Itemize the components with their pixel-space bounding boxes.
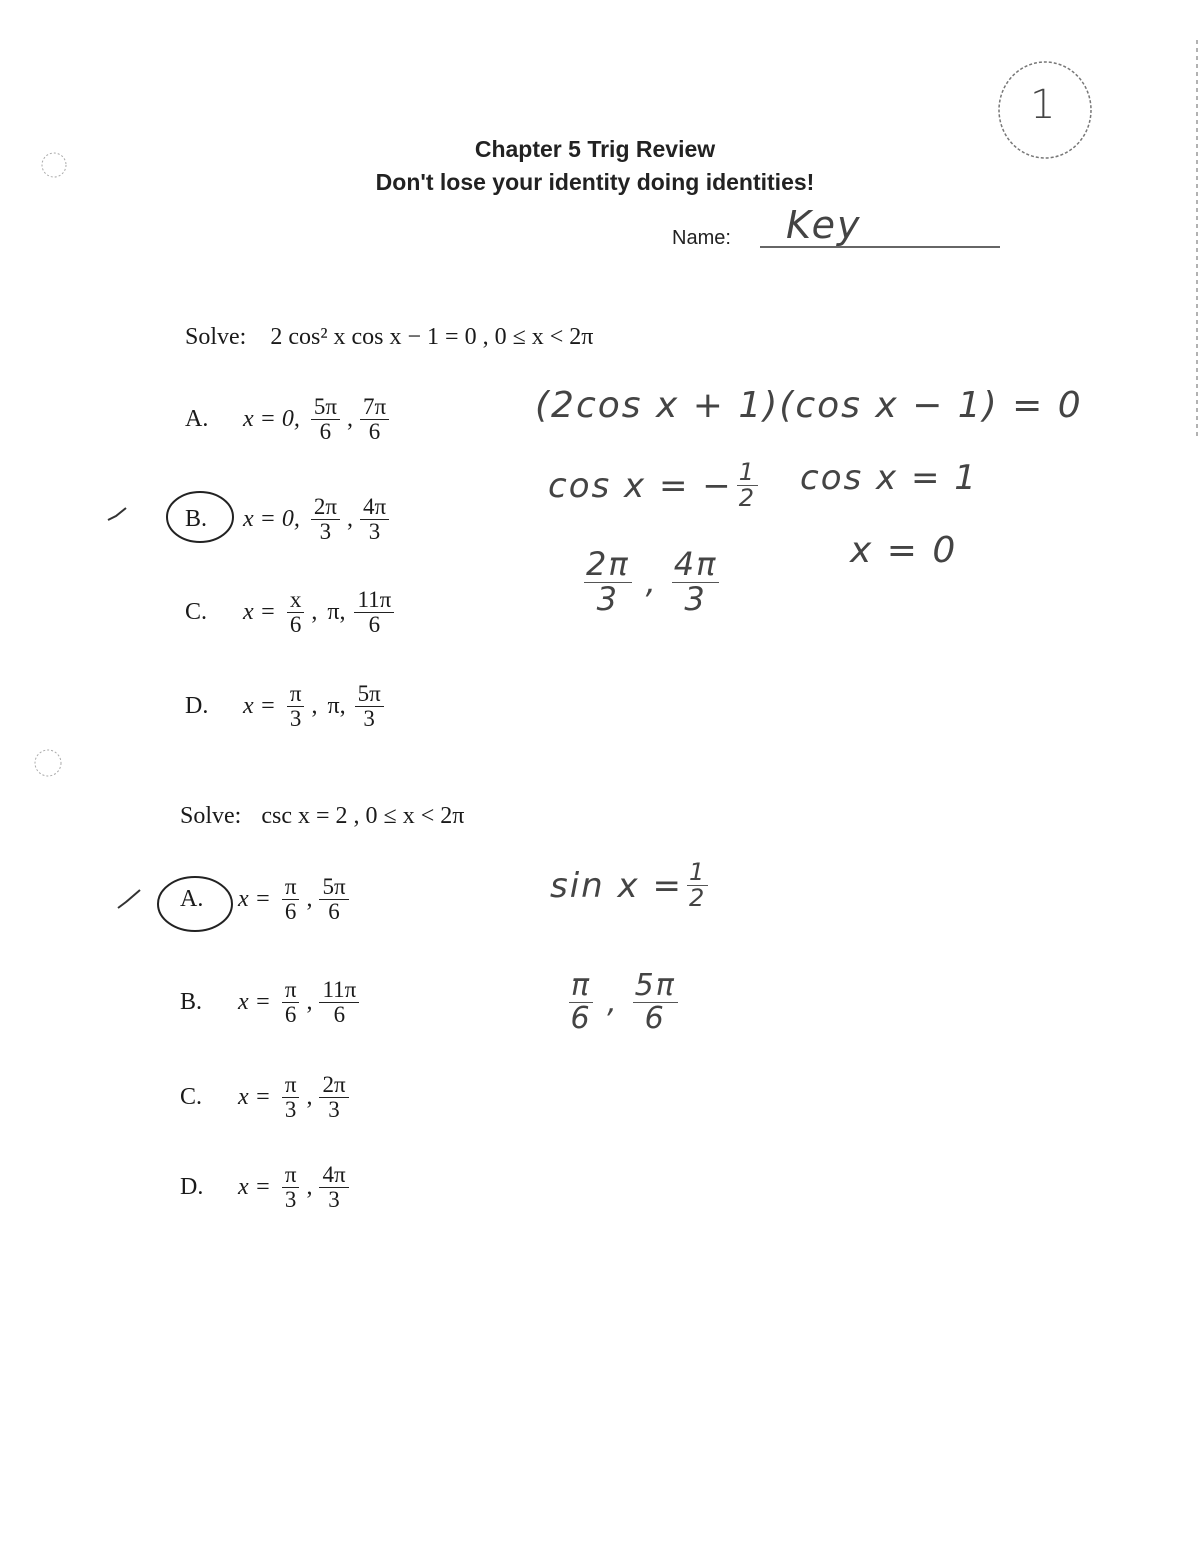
option-letter: B. <box>185 506 208 533</box>
fraction-denominator: 3 <box>328 1187 340 1213</box>
option-term: π, <box>327 599 346 626</box>
fraction-denominator: 3 <box>284 1187 297 1213</box>
option-letter: D. <box>185 693 209 720</box>
fraction-denominator: 3 <box>284 1097 297 1123</box>
q1-work-half-fraction <box>737 460 758 511</box>
fraction-denominator: 6 <box>368 419 381 445</box>
fraction-numerator: 5π <box>355 682 384 707</box>
option-lhs: x = <box>238 1174 271 1201</box>
q2-work-root-2 <box>633 970 678 1034</box>
option-separator: , <box>346 406 353 433</box>
q2-option-b[interactable] <box>180 978 362 1027</box>
q1-option-b[interactable] <box>185 495 392 544</box>
page-title: Chapter 5 Trig Review <box>474 136 716 162</box>
q2-equation: csc x = 2 , 0 ≤ x < 2π <box>261 803 465 829</box>
option-lhs: x = <box>243 693 276 720</box>
option-letter: C. <box>185 599 208 626</box>
fraction-denominator: 3 <box>363 706 375 732</box>
q1-work-root-2 <box>672 545 720 618</box>
option-separator: , <box>346 506 353 533</box>
q2-work-root-2-den: 6 <box>644 1000 666 1036</box>
fraction-numerator: 11π <box>319 978 359 1003</box>
check-mark-q2 <box>118 890 140 908</box>
fraction-denominator: 6 <box>328 899 340 925</box>
q2-option-c[interactable] <box>180 1073 352 1122</box>
fraction-denominator: 6 <box>319 419 332 445</box>
fraction-numerator: 5π <box>311 395 340 420</box>
q2-work-half-fraction <box>687 860 708 911</box>
fraction-numerator: 11π <box>354 588 394 613</box>
option-fraction <box>354 588 394 637</box>
check-mark-q1 <box>108 508 126 520</box>
fraction-denominator: 6 <box>284 899 297 925</box>
fraction-numerator: 2π <box>311 495 340 520</box>
q2-work-sin-half <box>550 860 712 911</box>
option-fraction <box>311 495 340 544</box>
q2-work-half-num: 1 <box>688 858 707 886</box>
fraction-numerator: x <box>287 588 305 613</box>
option-fraction <box>287 682 305 731</box>
name-label: Name: <box>672 227 731 249</box>
q1-work-half-den: 2 <box>738 484 757 513</box>
q1-work-root-2-num: 4π <box>673 545 718 583</box>
option-lhs: x = 0, <box>243 506 300 533</box>
option-separator: , <box>306 886 313 913</box>
option-lhs: x = 0, <box>243 406 300 433</box>
option-fraction <box>319 1163 348 1212</box>
option-letter: B. <box>180 989 203 1016</box>
q2-work-root-1 <box>569 970 593 1034</box>
q1-work-half-num: 1 <box>738 458 757 486</box>
q2-work-sep: , <box>607 984 619 1020</box>
fraction-denominator: 6 <box>333 1002 346 1028</box>
option-fraction <box>355 682 384 731</box>
fraction-denominator: 6 <box>368 612 381 638</box>
option-fraction <box>287 588 305 637</box>
q2-work-root-1-den: 6 <box>570 1000 592 1036</box>
option-lhs: x = <box>243 599 276 626</box>
q1-prompt-row <box>185 324 593 351</box>
fraction-denominator: 3 <box>289 706 302 732</box>
q2-work-roots <box>565 970 682 1034</box>
option-separator: , <box>311 693 318 720</box>
q1-work-root-1-den: 3 <box>596 579 619 618</box>
q2-prompt: Solve: <box>180 803 242 829</box>
q2-option-a[interactable] <box>180 875 352 924</box>
q1-work-sep: , <box>645 563 658 602</box>
fraction-numerator: 5π <box>319 875 348 900</box>
q2-work-half-den: 2 <box>688 884 707 913</box>
option-letter: A. <box>180 886 204 913</box>
q2-work-root-2-num: 5π <box>634 968 676 1003</box>
option-separator: , <box>306 989 313 1016</box>
option-lhs: x = <box>238 886 271 913</box>
q1-work-roots <box>580 545 723 618</box>
option-lhs: x = <box>238 1084 271 1111</box>
option-fraction <box>282 1073 300 1122</box>
option-fraction <box>319 978 359 1027</box>
option-fraction <box>311 395 340 444</box>
fraction-numerator: π <box>282 1073 300 1098</box>
option-letter: D. <box>180 1174 204 1201</box>
fraction-denominator: 6 <box>284 1002 297 1028</box>
fraction-numerator: 4π <box>319 1163 348 1188</box>
option-lhs: x = <box>238 989 271 1016</box>
q1-equation: 2 cos² x cos x − 1 = 0 , 0 ≤ x < 2π <box>270 324 594 350</box>
hole-punch-mark <box>35 750 61 776</box>
option-fraction <box>319 1073 348 1122</box>
q1-option-c[interactable] <box>185 588 397 637</box>
option-letter: C. <box>180 1084 203 1111</box>
q2-option-d[interactable] <box>180 1163 352 1212</box>
fraction-numerator: 4π <box>360 495 389 520</box>
fraction-denominator: 3 <box>319 519 332 545</box>
q1-work-factored: (2cos x + 1)(cos x − 1) = 0 <box>535 385 1083 426</box>
option-fraction <box>282 1163 300 1212</box>
option-fraction <box>282 978 300 1027</box>
option-fraction <box>319 875 348 924</box>
q1-work-cos-half-text: cos x = − <box>548 465 733 506</box>
page-number: 1 <box>1030 82 1058 128</box>
q1-work-cos-one: cos x = 1 <box>800 458 978 498</box>
option-fraction <box>360 395 389 444</box>
q2-work-sin-text: sin x = <box>550 865 683 906</box>
fraction-numerator: π <box>287 682 305 707</box>
page-subtitle: Don't lose your identity doing identities! <box>375 169 815 195</box>
option-fraction <box>360 495 389 544</box>
option-separator: , <box>306 1084 313 1111</box>
option-separator: , <box>306 1174 313 1201</box>
fraction-denominator: 3 <box>328 1097 340 1123</box>
q1-prompt: Solve: <box>185 324 247 350</box>
q2-work-root-1-num: π <box>571 968 592 1003</box>
fraction-numerator: π <box>282 1163 300 1188</box>
q1-work-cos-half <box>548 460 762 511</box>
q1-work-root-1-num: 2π <box>586 545 630 583</box>
fraction-numerator: π <box>282 875 300 900</box>
q1-option-a[interactable] <box>185 395 392 444</box>
option-term: π, <box>327 693 346 720</box>
fraction-denominator: 6 <box>289 612 302 638</box>
option-letter: A. <box>185 406 209 433</box>
fraction-numerator: 2π <box>319 1073 348 1098</box>
option-fraction <box>282 875 300 924</box>
q1-work-x-zero: x = 0 <box>850 530 958 571</box>
q1-work-root-1 <box>584 545 632 618</box>
q1-work-root-2-den: 3 <box>684 579 707 618</box>
option-separator: , <box>311 599 318 626</box>
q1-option-d[interactable] <box>185 682 387 731</box>
fraction-numerator: π <box>282 978 300 1003</box>
fraction-denominator: 3 <box>368 519 381 545</box>
name-value: Key <box>786 203 862 247</box>
fraction-numerator: 7π <box>360 395 389 420</box>
q2-prompt-row <box>180 803 464 830</box>
